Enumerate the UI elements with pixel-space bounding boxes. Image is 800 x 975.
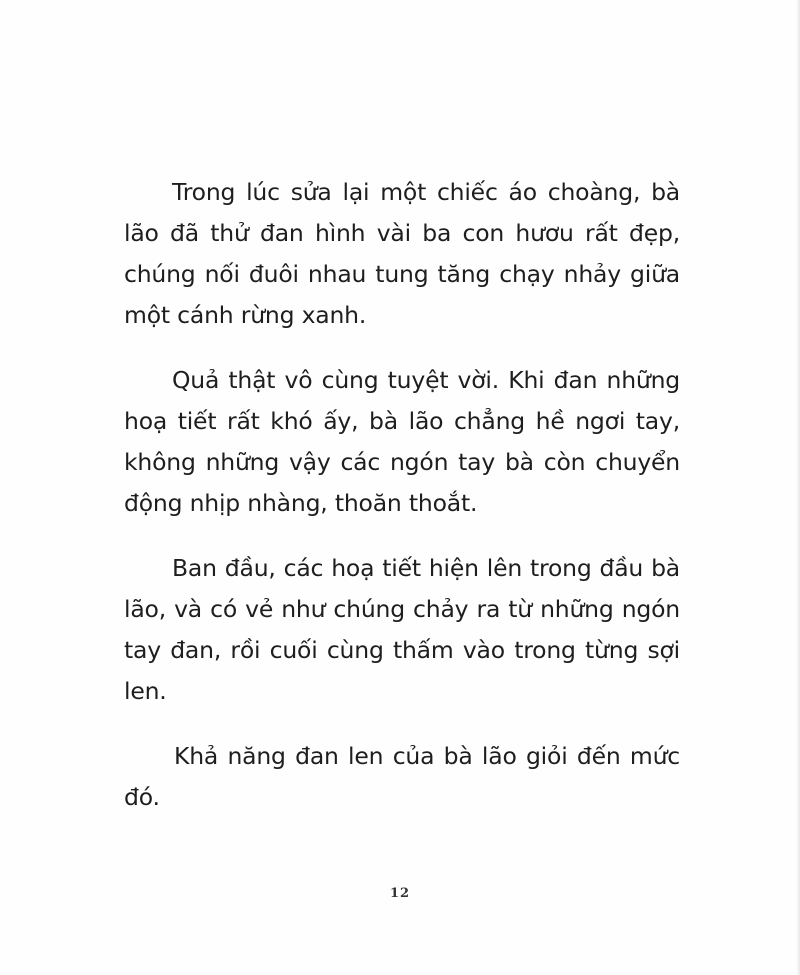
page-edge-shadow [796,0,800,975]
paragraph-3: Ban đầu, các hoạ tiết hiện lên trong đầu bà lão, và có vẻ như chúng chảy ra từ những ngón tay đan, rồi cuối cùng thấm vào trong từng sợi len. [124,554,680,705]
page-number: 12 [389,886,411,901]
body-text [124,172,680,842]
paragraph-1: Trong lúc sửa lại một chiếc áo choàng, bà lão đã thử đan hình vài ba con hươu rất đẹp, chúng nối đuôi nhau tung tăng chạy nhảy giữa một cánh rừng xanh. [124,178,680,329]
paragraph-4: Khả năng đan len của bà lão giỏi đến mức đó. [124,742,680,811]
paragraph-2: Quả thật vô cùng tuyệt vời. Khi đan những hoạ tiết rất khó ấy, bà lão chẳng hề ngơi tay, không những vậy các ngón tay bà còn chuyển động nhịp nhàng, thoăn thoắt. [124,366,680,517]
